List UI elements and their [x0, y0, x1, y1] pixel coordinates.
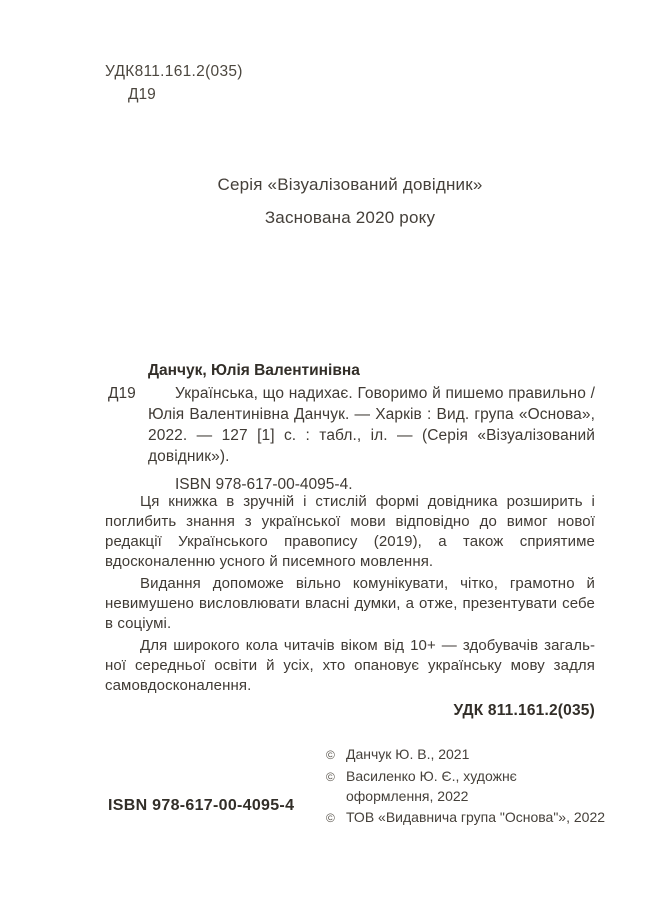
annotation-paragraph-3: Для широкого кола читачів віком від 10+ — здобувачів загальної середньої освіти й усіх, хто опановує українську мову задля самовдосконалення. — [105, 637, 595, 694]
annotation-block — [105, 492, 595, 698]
copyright-icon: © — [326, 770, 335, 784]
copyright-item — [326, 807, 605, 828]
copyright-text: Василенко Ю. Є., художнє оформлення, 2022 — [346, 768, 517, 804]
copyright-item — [326, 766, 605, 806]
series-title: Серія «Візуалізований довідник» — [217, 175, 483, 194]
copyright-text: Данчук Ю. В., 2021 — [346, 746, 470, 762]
catalog-body — [148, 360, 595, 495]
isbn-bottom: ISBN 978-617-00-4095-4 — [108, 797, 295, 814]
series-block — [105, 175, 595, 228]
udk-classification-bottom: УДК 811.161.2(035) — [453, 702, 595, 719]
copyright-list — [326, 744, 605, 829]
catalog-author: Данчук, Юлія Валентинівна — [148, 362, 360, 379]
copyright-text: ТОВ «Видавнича група "Основа"», 2022 — [346, 809, 606, 825]
annotation-paragraph-2: Видання допоможе вільно комунікувати, чітко, грамотно й невимушено висловлювати власні думки, а отже, презентувати себе в соціумі. — [105, 575, 595, 632]
series-founded: Заснована 2020 року — [264, 208, 436, 227]
catalog-description: Українська, що надихає. Говоримо й пишемо правильно / Юлія Валентинівна Данчук. — Харків : Вид. група «Основа», 2022. — 127 [1] с. : табл., іл. — (Серія «Візуалізований довідник»). — [148, 385, 595, 465]
copyright-icon: © — [326, 748, 335, 762]
catalog-code: Д19 — [108, 385, 136, 402]
udk-classification-top: УДК811.161.2(035) — [105, 63, 243, 80]
catalog-card — [108, 360, 595, 495]
copyright-icon: © — [326, 811, 335, 825]
annotation-paragraph-1: Ця книжка в зручній і стислій формі довідника розширить і поглибить знання з української мови відповідно до вимог нової редакції Українського правопису (2019), а також сприятиме вдосконаленню усного й писемного мовлення. — [105, 493, 595, 570]
copyright-item — [326, 744, 605, 765]
author-sign-code-top: Д19 — [128, 86, 156, 103]
catalog-isbn: ISBN 978-617-00-4095-4. — [175, 476, 353, 493]
